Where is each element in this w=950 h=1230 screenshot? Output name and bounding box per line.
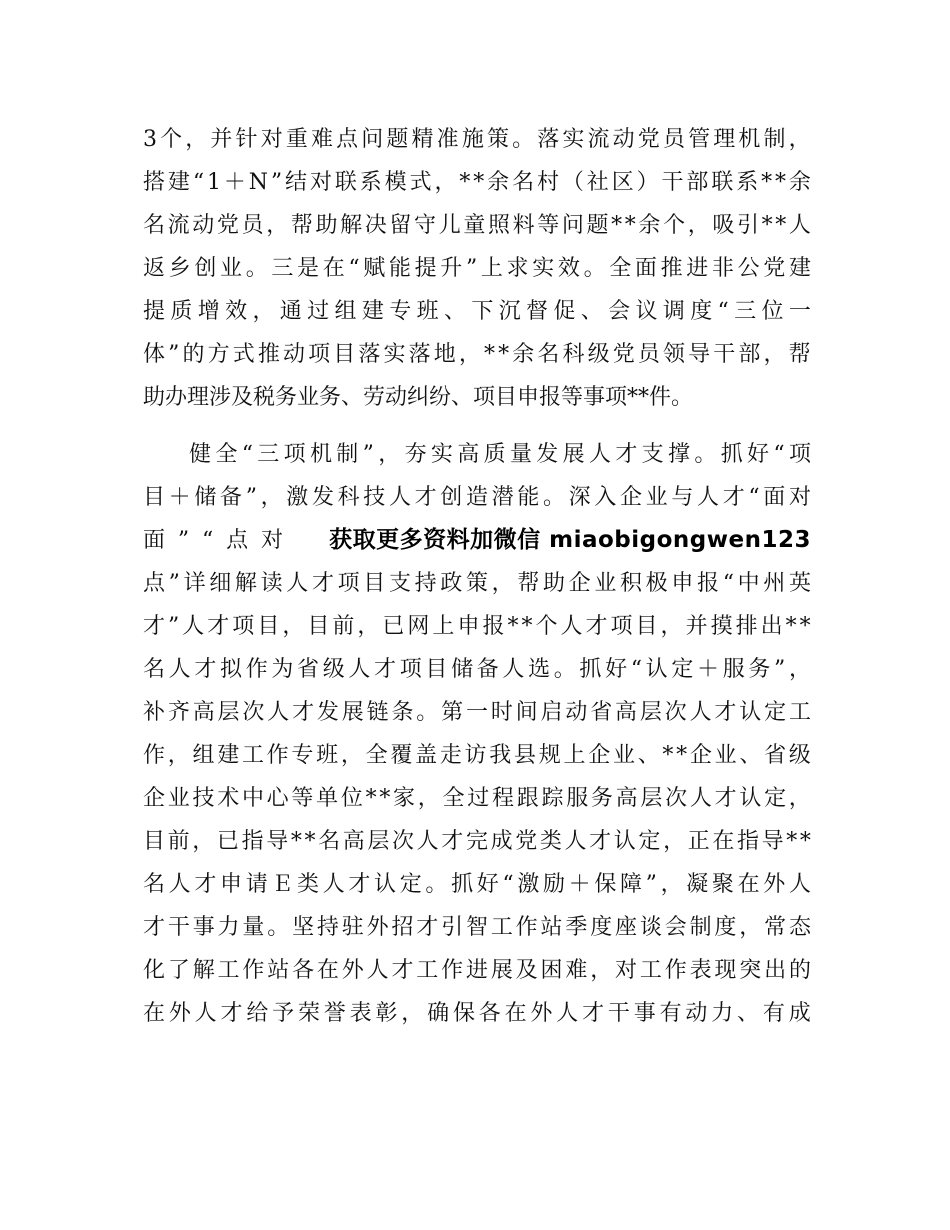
watermark-text: 获取更多资料加微信 miaobigongwen123 [329,527,811,553]
text-line: 体 ” 的 方 式 推 动 项 目 落 实 落 地 ， * * 余 名 科 级 党 员 领 导 干 部 ， 帮 [143,342,811,367]
text-line: 返 乡 创 业 。 三 是 在 “ 赋 能 提 升 ” 上 求 实 效 。 全 面 推 进 非 公 党 建 [143,256,811,281]
text-line: 化 了 解 工 作 站 各 在 外 人 才 工 作 进 展 及 困 难 ， 对 工 作 表 现 突 出 的 [143,958,811,983]
text-line: 健 全 “ 三 项 机 制 ” ， 夯 实 高 质 量 发 展 人 才 支 撑 。 抓 好 “ 项 [189,442,811,467]
text-line: 才 干 事 力 量 。 坚 持 驻 外 招 才 引 智 工 作 站 季 度 座 谈 会 制 度 ， 常 态 [143,915,811,940]
text-line: 作 ， 组 建 工 作 专 班 ， 全 覆 盖 走 访 我 县 规 上 企 业 、 * * 企 业 、 省 级 [143,743,811,768]
text-line: 3 个 ， 并 针 对 重 难 点 问 题 精 准 施 策 。 落 实 流 动 党 员 管 理 机 制 ， [143,127,811,152]
text-line: 助办理涉及税务业务、劳动纠纷、项目申报等事项**件。 [143,385,694,410]
text-line: 名 人 才 申 请 Ｅ 类 人 才 认 定 。 抓 好 “ 激 励 ＋ 保 障 ” ， 凝 聚 在 外 人 [143,872,811,897]
text-line-prefix: 面 ” “ 点 对 [143,528,283,553]
text-line: 名 流 动 党 员 ， 帮 助 解 决 留 守 儿 童 照 料 等 问 题 * * 余 个 ， 吸 引 * * 人 [143,213,811,238]
paragraph-2 [143,433,811,1035]
text-line: 搭 建 “ 1 ＋ N ” 结 对 联 系 模 式 ， * * 余 名 村 （ 社 区 ） 干 部 联 系 * * 余 [143,170,811,195]
paragraph-1 [143,118,811,419]
text-line: 提 质 增 效 ， 通 过 组 建 专 班 、 下 沉 督 促 、 会 议 调 度 “ 三 位 一 [143,299,811,324]
text-line-with-watermark [143,519,811,562]
text-line: 在 外 人 才 给 予 荣 誉 表 彰 ， 确 保 各 在 外 人 才 干 事 有 动 力 、 有 成 [143,1001,811,1026]
text-line: 企 业 技 术 中 心 等 单 位 * * 家 ， 全 过 程 跟 踪 服 务 高 层 次 人 才 认 定 ， [143,786,811,811]
text-line: 点 ” 详 细 解 读 人 才 项 目 支 持 政 策 ， 帮 助 企 业 积 极 申 报 “ 中 州 英 [143,571,811,596]
text-line: 名 人 才 拟 作 为 省 级 人 才 项 目 储 备 人 选 。 抓 好 “ 认 定 ＋ 服 务 ” ， [143,657,811,682]
text-line: 目 ＋ 储 备 ” ， 激 发 科 技 人 才 创 造 潜 能 。 深 入 企 业 与 人 才 “ 面 对 [143,485,811,510]
text-line: 补 齐 高 层 次 人 才 发 展 链 条 。 第 一 时 间 启 动 省 高 层 次 人 才 认 定 工 [143,700,811,725]
text-line: 目 前 ， 已 指 导 * * 名 高 层 次 人 才 完 成 党 类 人 才 认 定 ， 正 在 指 导 * * [143,829,811,854]
text-line: 才 ” 人 才 项 目 ， 目 前 ， 已 网 上 申 报 * * 个 人 才 项 目 ， 并 摸 排 出 * * [143,614,811,639]
